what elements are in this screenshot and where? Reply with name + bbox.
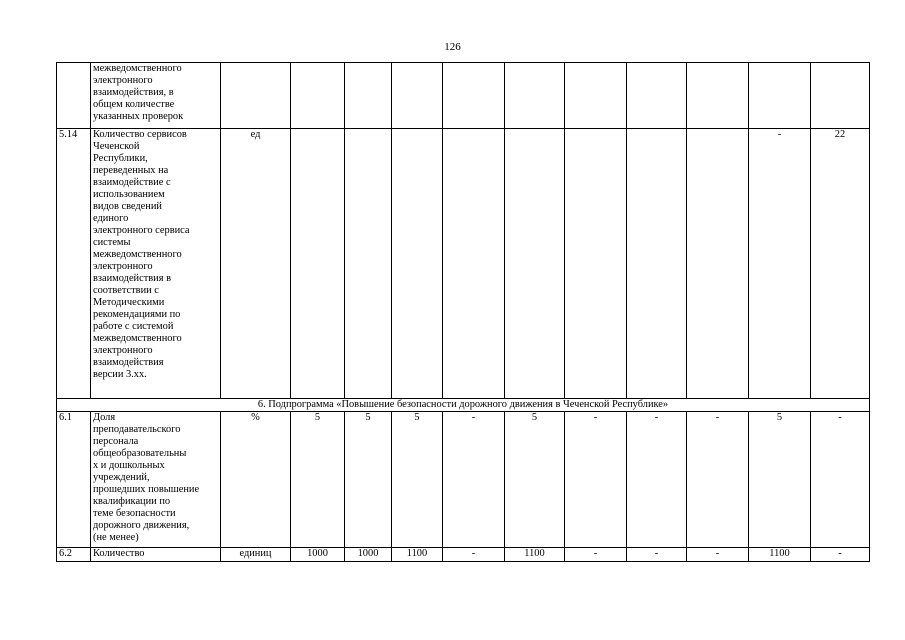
value-cell: 1100 [505, 548, 565, 562]
unit-cell: % [221, 412, 291, 548]
name-line: электронного сервиса [93, 225, 190, 236]
value-cell: 5 [345, 412, 392, 548]
indicator-name [91, 129, 221, 399]
value-cell [627, 129, 687, 399]
value-cell: - [565, 548, 627, 562]
name-line: взаимодействия в [93, 273, 172, 284]
value-cell [749, 63, 811, 129]
name-line: межведомственного [93, 63, 182, 74]
page-number: 126 [444, 41, 461, 53]
value-cell: - [627, 412, 687, 548]
value-cell [811, 63, 870, 129]
value-cell: 5 [505, 412, 565, 548]
indicators-table [56, 62, 870, 562]
unit-cell [221, 63, 291, 129]
unit-cell: единиц [221, 548, 291, 562]
name-line: (не менее) [93, 532, 139, 543]
name-line: Количество [93, 548, 145, 559]
value-cell [392, 129, 443, 399]
value-cell: 1000 [291, 548, 345, 562]
name-line: использованием [93, 189, 165, 200]
indicator-name [91, 548, 221, 562]
name-line: Республики, [93, 153, 148, 164]
name-line: персонала [93, 436, 139, 447]
name-line: взаимодействие с [93, 177, 171, 188]
name-line: взаимодействия [93, 357, 164, 368]
name-line: Чеченской [93, 141, 140, 152]
table-row [57, 129, 870, 399]
value-cell [443, 63, 505, 129]
value-cell [443, 129, 505, 399]
name-line: преподавательского [93, 424, 181, 435]
name-line: электронного [93, 345, 153, 356]
name-line: межведомственного [93, 249, 182, 260]
value-cell [392, 63, 443, 129]
name-line: прошедших повышение [93, 484, 200, 495]
value-cell [345, 63, 392, 129]
name-line: Доля [93, 412, 116, 423]
name-line: указанных проверок [93, 111, 184, 122]
value-cell: - [565, 412, 627, 548]
name-line: дорожного движения, [93, 520, 190, 531]
row-number: 6.1 [57, 412, 91, 548]
value-cell: 1100 [749, 548, 811, 562]
row-number [57, 63, 91, 129]
name-line: х и дошкольных [93, 460, 165, 471]
name-line: Количество сервисов [93, 129, 187, 140]
value-cell: - [627, 548, 687, 562]
value-cell: 1000 [345, 548, 392, 562]
value-cell: - [811, 548, 870, 562]
row-number: 6.2 [57, 548, 91, 562]
name-line: переведенных на [93, 165, 169, 176]
value-cell [627, 63, 687, 129]
name-line: видов сведений [93, 201, 162, 212]
value-cell [345, 129, 392, 399]
section-row [57, 399, 870, 412]
section-heading: 6. Подпрограмма «Повышение безопасности дорожного движения в Чеченской Республике» [57, 399, 870, 412]
value-cell: 5 [392, 412, 443, 548]
value-cell [565, 63, 627, 129]
name-line: рекомендациями по [93, 309, 181, 320]
name-line: квалификации по [93, 496, 171, 507]
name-line: электронного [93, 261, 153, 272]
name-line: системы [93, 237, 131, 248]
table-row [57, 412, 870, 548]
indicator-name [91, 63, 221, 129]
name-line: общеобразовательны [93, 448, 187, 459]
name-line: взаимодействия, в [93, 87, 174, 98]
table-row [57, 548, 870, 562]
table-row [57, 63, 870, 129]
name-line: Методическими [93, 297, 165, 308]
value-cell: 5 [291, 412, 345, 548]
unit-cell: ед [221, 129, 291, 399]
indicator-name [91, 412, 221, 548]
value-cell [565, 129, 627, 399]
value-cell: - [443, 412, 505, 548]
name-line: единого [93, 213, 129, 224]
name-line: межведомственного [93, 333, 182, 344]
name-line: теме безопасности [93, 508, 176, 519]
value-cell [687, 129, 749, 399]
name-line: электронного [93, 75, 153, 86]
value-cell [687, 63, 749, 129]
value-cell: - [687, 548, 749, 562]
value-cell: - [811, 412, 870, 548]
value-cell [291, 63, 345, 129]
value-cell [505, 129, 565, 399]
value-cell: 1100 [392, 548, 443, 562]
name-line: версии 3.хх. [93, 369, 147, 380]
name-line: учреждений, [93, 472, 150, 483]
value-cell: 22 [811, 129, 870, 399]
value-cell: - [443, 548, 505, 562]
name-line: работе с системой [93, 321, 174, 332]
value-cell [505, 63, 565, 129]
value-cell: - [687, 412, 749, 548]
row-number: 5.14 [57, 129, 91, 399]
name-line: соответствии с [93, 285, 159, 296]
value-cell: 5 [749, 412, 811, 548]
name-line: общем количестве [93, 99, 175, 110]
value-cell: - [749, 129, 811, 399]
value-cell [291, 129, 345, 399]
